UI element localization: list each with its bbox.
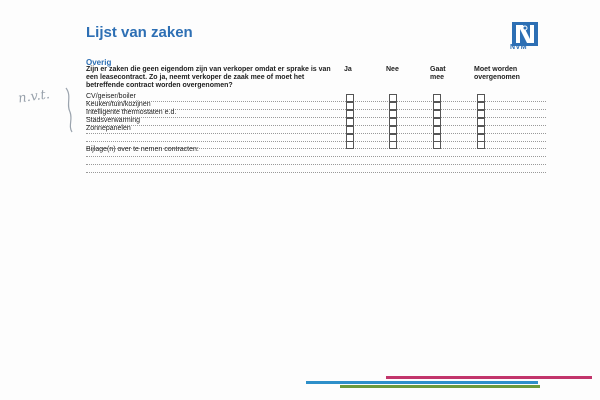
row-label-keuken: Keuken/tuin/kozijnen: [86, 101, 151, 108]
question-text: Zijn er zaken die geen eigendom zijn van verkoper omdat er sprake is van een leasecontract. Zo ja, neemt verkoper de zaak mee of moet het betreffende contract worden overgenomen?: [86, 66, 331, 89]
checkbox-gaat-mee[interactable]: [433, 94, 441, 102]
page-title: Lijst van zaken: [86, 24, 193, 41]
checkbox-overgenomen[interactable]: [477, 102, 485, 110]
handwritten-note: [16, 82, 76, 134]
checkbox-ja[interactable]: [346, 102, 354, 110]
checkbox-gaat-mee[interactable]: [433, 110, 441, 118]
checkbox-ja[interactable]: [346, 126, 354, 134]
checkbox-gaat-mee[interactable]: [433, 102, 441, 110]
row-label-zonnepanelen: Zonnepanelen: [86, 125, 131, 132]
checkbox-ja[interactable]: [346, 118, 354, 126]
checkbox-ja[interactable]: [346, 110, 354, 118]
col-ja: Ja: [344, 66, 352, 73]
checkbox-nee[interactable]: [389, 110, 397, 118]
checkbox-gaat-mee[interactable]: [433, 126, 441, 134]
logo-text: NVM: [510, 44, 528, 51]
checkbox-ja[interactable]: [346, 141, 354, 149]
checkbox-overgenomen[interactable]: [477, 141, 485, 149]
attachment-line[interactable]: [86, 172, 546, 173]
attachment-line[interactable]: [86, 164, 546, 165]
row-label-cv: CV/geiser/boiler: [86, 93, 136, 100]
nvm-logo: [512, 22, 538, 46]
col-nee: Nee: [386, 66, 399, 73]
checkbox-gaat-mee[interactable]: [433, 118, 441, 126]
handwritten-text: n.v.t.: [17, 87, 51, 107]
attachment-line[interactable]: [86, 156, 546, 157]
checkbox-nee[interactable]: [389, 141, 397, 149]
checkbox-overgenomen[interactable]: [477, 110, 485, 118]
checkbox-nee[interactable]: [389, 102, 397, 110]
checkbox-overgenomen[interactable]: [477, 118, 485, 126]
checkbox-overgenomen[interactable]: [477, 126, 485, 134]
checkbox-nee[interactable]: [389, 118, 397, 126]
row-label-stadsverwarming: Stadsverwarming: [86, 117, 141, 124]
col-gaat-mee: Gaat mee: [430, 66, 446, 81]
row-label-thermostaten: Intelligente thermostaten e.d.: [86, 109, 177, 116]
checkbox-ja[interactable]: [346, 94, 354, 102]
section-title: Overig: [86, 58, 112, 67]
footer-stripe-blue: [306, 381, 538, 384]
col-moet-worden-overgenomen: Moet worden overgenomen: [474, 66, 520, 81]
footer-stripe-green: [340, 385, 540, 388]
checkbox-overgenomen[interactable]: [477, 94, 485, 102]
attachments-label: Bijlage(n) over te nemen contracten:: [86, 146, 199, 153]
checkbox-nee[interactable]: [389, 94, 397, 102]
footer-stripe-pink: [386, 376, 592, 379]
checkbox-gaat-mee[interactable]: [433, 141, 441, 149]
checkbox-nee[interactable]: [389, 126, 397, 134]
